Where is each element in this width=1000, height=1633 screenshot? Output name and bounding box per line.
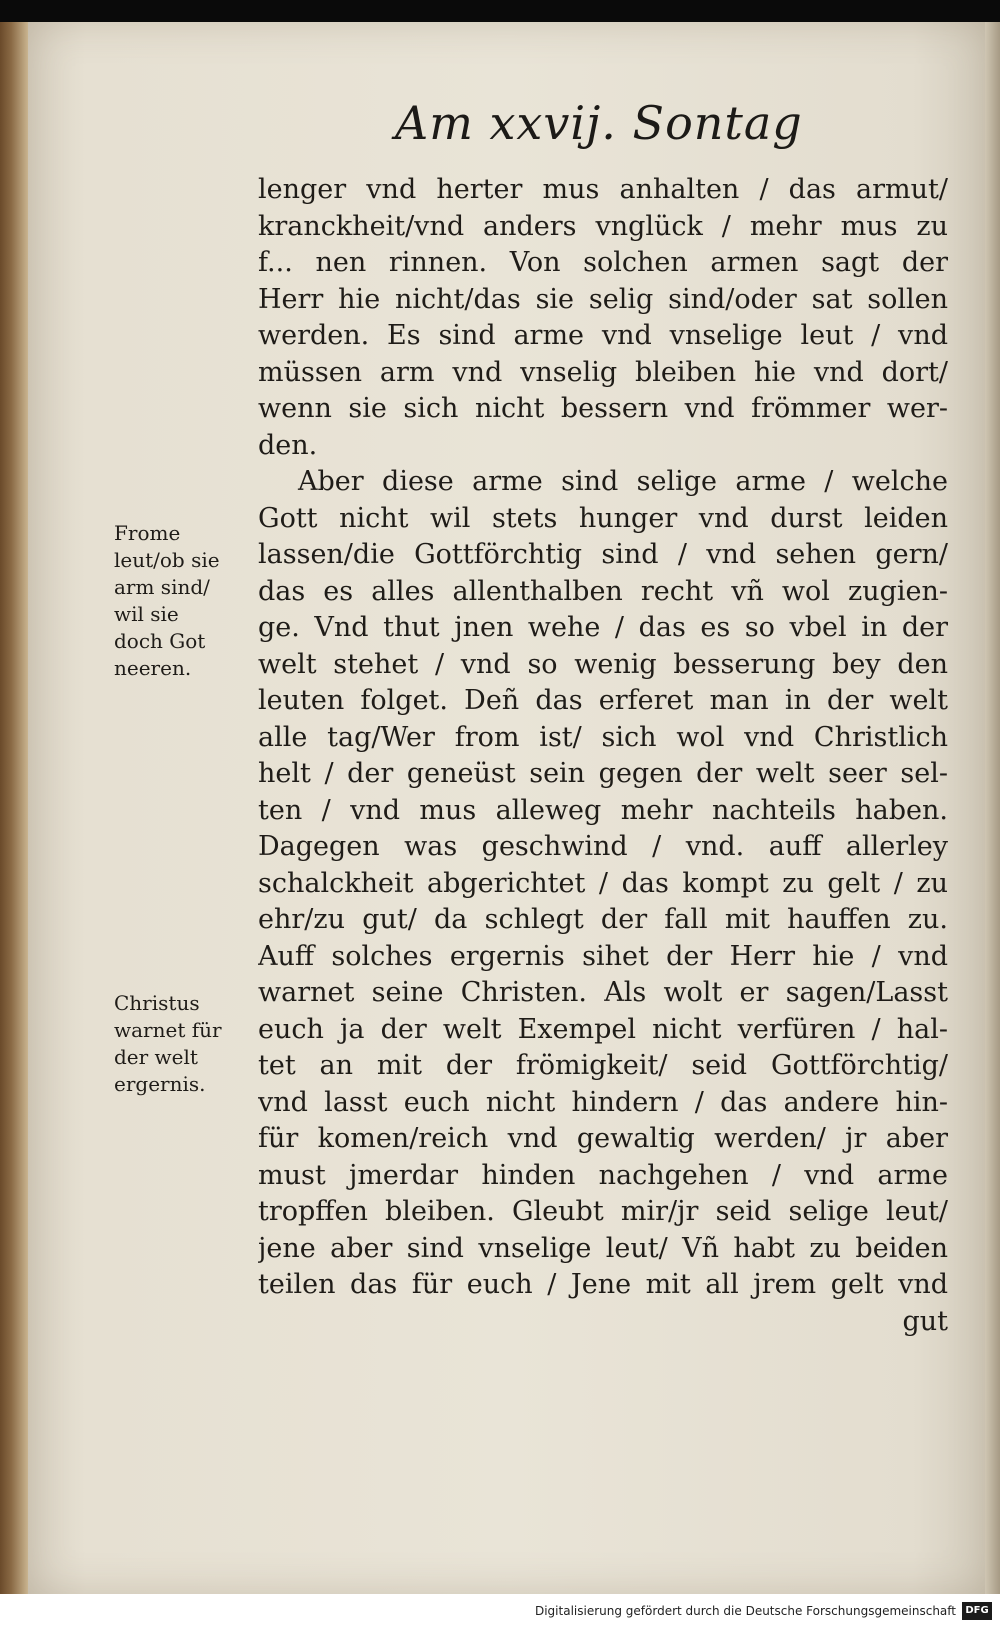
text-line: welt stehet / vnd so wenig besserung bey den <box>258 648 948 680</box>
text-line: den. <box>258 429 318 461</box>
footer-bar <box>0 1594 1000 1633</box>
main-text-block <box>258 172 948 1340</box>
catchword: gut <box>902 1305 948 1337</box>
text-line: ten / vnd mus alleweg mehr nachteils haben. <box>258 794 948 826</box>
text-line: das es alles allenthalben recht vñ wol zugien- <box>258 575 948 607</box>
text-line: werden. Es sind arme vnd vnselige leut / vnd <box>258 320 948 351</box>
text-line: schalckheit abgerichtet / das kompt zu gelt / zu <box>258 867 948 899</box>
margin-note-line: wil sie <box>114 602 179 626</box>
margin-note-line: doch Got <box>114 629 206 653</box>
text-line: alle tag/Wer from ist/ sich wol vnd Christlich <box>258 721 948 753</box>
text-line: must jmerdar hinden nachgehen / vnd arme <box>258 1159 948 1191</box>
text-line: tet an mit der frömigkeit/ seid Gottförchtig/ <box>258 1050 948 1081</box>
text-line: Herr hie nicht/das sie selig sind/oder sat sollen <box>258 283 948 315</box>
text-line: warnet seine Christen. Als wolt er sagen/Lasst <box>258 977 948 1008</box>
text-line: ge. Vnd thut jnen wehe / das es so vbel in der <box>258 612 948 643</box>
text-line: kranckheit/vnd anders vnglück / mehr mus zu <box>258 210 948 242</box>
margin-note-line: ergernis. <box>114 1072 206 1096</box>
margin-note-line: Frome <box>114 521 181 545</box>
book-spine-edge <box>0 22 28 1594</box>
margin-note-line: neeren. <box>114 656 192 680</box>
text-line: jene aber sind vnselige leut/ Vñ habt zu beiden <box>258 1232 948 1264</box>
margin-note-frome-leut <box>114 520 254 682</box>
funding-credit: Digitalisierung gefördert durch die Deutsche Forschungsgemeinschaft <box>534 1604 956 1618</box>
text-line: lassen/die Gottförchtig sind / vnd sehen gern/ <box>258 539 948 570</box>
text-line: für komen/reich vnd gewaltig werden/ jr aber <box>258 1123 948 1154</box>
margin-note-line: Christus <box>114 991 200 1015</box>
text-line: wenn sie sich nicht bessern vnd frömmer wer- <box>258 393 948 424</box>
text-line: Aber diese arme sind selige arme / welche <box>298 466 948 497</box>
text-line: lenger vnd herter mus anhalten / das armut/ <box>258 174 948 205</box>
text-line: Auff solches ergernis sihet der Herr hie / vnd <box>258 940 948 972</box>
text-line: tropffen bleiben. Gleubt mir/jr seid selige leut/ <box>258 1196 948 1227</box>
page-fore-edge <box>985 22 1000 1594</box>
margin-note-christus <box>114 990 254 1098</box>
text-line: Dagegen was geschwind / vnd. auff allerley <box>258 831 948 862</box>
margin-note-line: leut/ob sie <box>114 548 220 572</box>
page-header: Am xxvij. Sontag <box>395 96 803 150</box>
text-line: ehr/zu gut/ da schlegt der fall mit hauffen zu. <box>258 904 948 935</box>
text-line: vnd lasst euch nicht hindern / das andere hin- <box>258 1086 948 1118</box>
margin-note-line: der welt <box>114 1045 198 1069</box>
margin-note-line: arm sind/ <box>114 575 210 599</box>
text-line: teilen das für euch / Jene mit all jrem gelt vnd <box>258 1269 948 1300</box>
dfg-logo[interactable]: DFG <box>962 1602 992 1620</box>
text-line: müssen arm vnd vnselig bleiben hie vnd dort/ <box>258 356 948 388</box>
text-line: Gott nicht wil stets hunger vnd durst leiden <box>258 502 948 534</box>
text-line: f... nen rinnen. Von solchen armen sagt der <box>258 247 948 278</box>
text-line: leuten folget. Deñ das erferet man in der welt <box>258 685 948 716</box>
text-line: euch ja der welt Exempel nicht verfüren / hal- <box>258 1013 948 1045</box>
text-line: helt / der geneüst sein gegen der welt seer sel- <box>258 758 948 789</box>
margin-note-line: warnet für <box>114 1018 222 1042</box>
